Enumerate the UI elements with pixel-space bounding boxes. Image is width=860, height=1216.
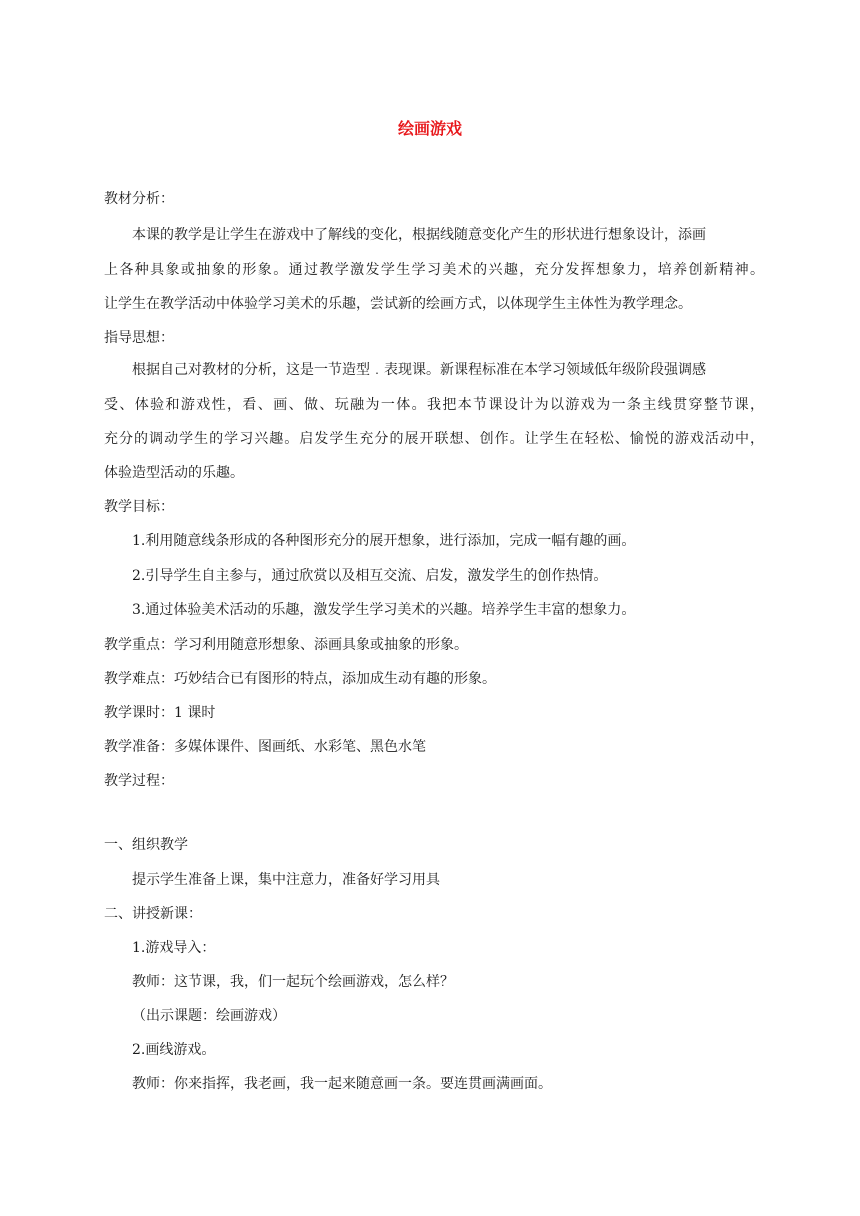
paragraph-line: 教师：这节课，我，们一起玩个绘画游戏，怎么样？ xyxy=(132,974,454,990)
section-heading-teaching-process: 教学过程： xyxy=(104,773,174,789)
list-item: 2.画线游戏。 xyxy=(132,1042,216,1058)
section-heading-material-analysis: 教材分析： xyxy=(104,191,174,207)
step-heading-new-lesson: 二、讲授新课： xyxy=(104,906,202,922)
section-heading-guiding-idea: 指导思想： xyxy=(104,330,174,346)
section-heading-teaching-goals: 教学目标： xyxy=(104,499,174,515)
teaching-difficulty: 教学难点：巧妙结合已有图形的特点，添加成生动有趣的形象。 xyxy=(104,671,496,687)
list-item: 2.引导学生自主参与，通过欣赏以及相互交流、启发，激发学生的创作热情。 xyxy=(132,568,608,584)
paragraph-line: 上各种具象或抽象的形象。通过教学激发学生学习美术的兴趣，充分发挥想象力，培养创新精神。 xyxy=(104,262,764,278)
paragraph-line: 充分的调动学生的学习兴趣。启发学生充分的展开联想、创作。让学生在轻松、愉悦的游戏活动中， xyxy=(104,431,764,447)
paragraph-line: 体验造型活动的乐趣。 xyxy=(104,465,244,481)
paragraph-line: 受、体验和游戏性，看、画、做、玩融为一体。我把本节课设计为以游戏为一条主线贯穿整节课， xyxy=(104,397,764,413)
list-item: 1.利用随意线条形成的各种图形充分的展开想象，进行添加，完成一幅有趣的画。 xyxy=(132,533,636,549)
list-item: 1.游戏导入： xyxy=(132,940,216,956)
teaching-hours: 教学课时：1 课时 xyxy=(104,705,216,721)
paragraph-line: 本课的教学是让学生在游戏中了解线的变化，根据线随意变化产生的形状进行想象设计，添画 xyxy=(132,227,706,243)
document-title: 绘画游戏 xyxy=(397,119,462,138)
list-item: 3.通过体验美术活动的乐趣，激发学生学习美术的兴趣。培养学生丰富的想象力。 xyxy=(132,602,636,618)
paragraph-line: （出示课题：绘画游戏） xyxy=(132,1008,286,1024)
paragraph-line: 根据自己对教材的分析，这是一节造型﹒表现课。新课程标准在本学习领域低年级阶段强调感 xyxy=(132,362,706,378)
paragraph-line: 教师：你来指挥，我老画，我一起来随意画一条。要连贯画满画面。 xyxy=(132,1076,552,1092)
teaching-key-point: 教学重点：学习利用随意形想象、添画具象或抽象的形象。 xyxy=(104,637,468,653)
teaching-preparation: 教学准备：多媒体课件、图画纸、水彩笔、黑色水笔 xyxy=(104,739,426,755)
step-heading-organize: 一、组织教学 xyxy=(104,837,188,853)
paragraph-line: 让学生在教学活动中体验学习美术的乐趣，尝试新的绘画方式，以体现学生主体性为教学理念。 xyxy=(104,296,692,312)
paragraph-line: 提示学生准备上课，集中注意力，准备好学习用具 xyxy=(132,872,440,888)
